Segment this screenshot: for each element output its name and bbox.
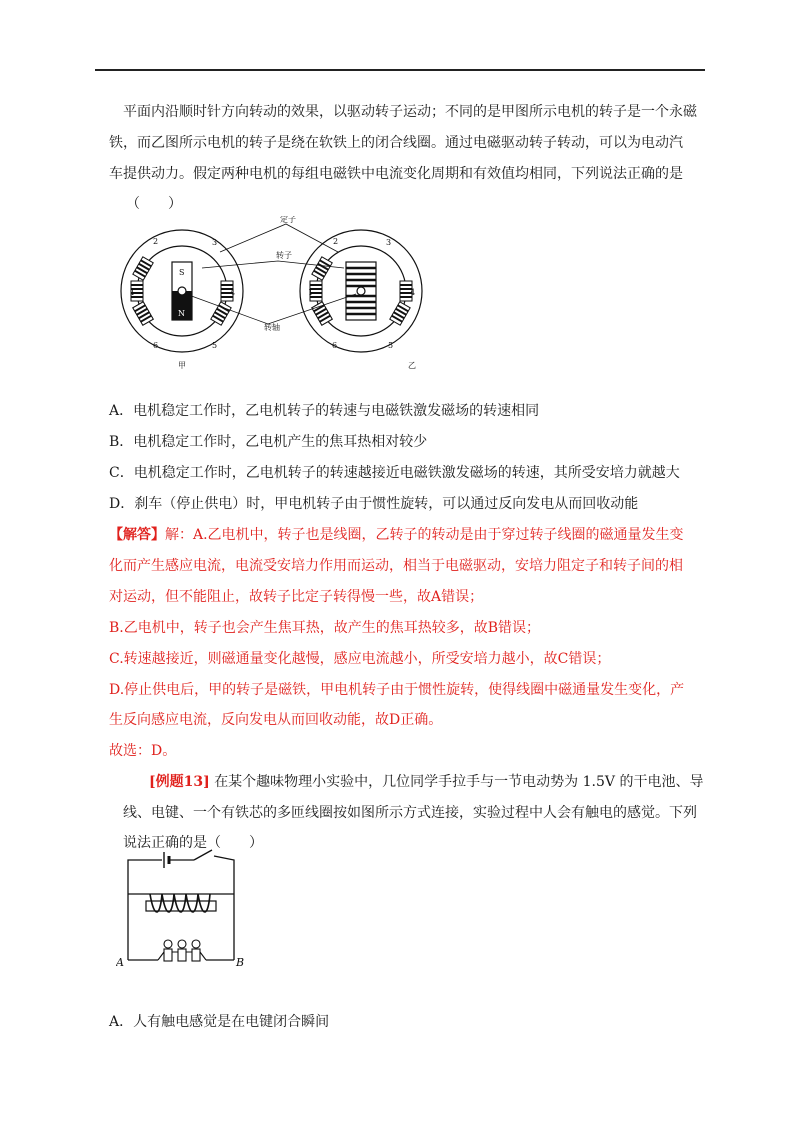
example13-line-2: 线、电键、一个有铁芯的多匝线圈按如图所示方式连接，实验过程中人会有触电的感觉。下列 — [123, 805, 697, 821]
left-coil-5 — [133, 302, 153, 325]
intro-line-2: 铁，而乙图所示电机的转子是绕在软铁上的闭合线圈。通过电磁驱动转子转动，可以为电动汽 — [109, 135, 683, 151]
right-num-5: 5 — [388, 341, 394, 350]
left-coil-3 — [133, 257, 153, 280]
intro-line-3: 车提供动力。假定两种电机的每组电磁铁中电流变化周期和有效值均相同，下列说法正确的是 — [109, 166, 683, 182]
switch-and-wire-right — [214, 856, 234, 960]
left-num-1: 1 — [130, 288, 136, 297]
answer-tag: 【解答】 — [109, 527, 165, 543]
right-num-3: 3 — [386, 238, 392, 247]
answer-d2: 生反向感应电流，反向发电从而回收动能，故D正确。 — [109, 712, 443, 728]
label-a: A — [116, 956, 124, 969]
label-stator: 定子 — [280, 216, 296, 224]
pole-s-label: S — [179, 268, 185, 277]
left-num-3: 3 — [212, 238, 218, 247]
example13-l1: 在某个趣味物理小实验中，几位同学手拉手与一节电动势为 1.5V 的干电池、导 — [214, 774, 704, 790]
caption-right: 乙 — [408, 361, 416, 370]
example13-option-a: A．人有触电感觉是在电键闭合瞬间 — [109, 1014, 330, 1030]
left-num-2: 2 — [153, 237, 159, 246]
header-rule — [95, 69, 705, 71]
label-rotor: 转子 — [276, 251, 292, 260]
iron-core — [146, 901, 216, 911]
label-b: B — [236, 956, 245, 969]
option-d: D．刹车（停止供电）时，甲电机转子由于惯性旋转，可以通过反向发电从而回收动能 — [109, 496, 639, 512]
motor-diagram — [118, 216, 456, 374]
option-b: B．电机稳定工作时，乙电机产生的焦耳热相对较少 — [109, 434, 428, 450]
right-coil-6 — [390, 302, 410, 325]
left-coil-6 — [211, 302, 231, 325]
answer-c: C.转速越接近，则磁通量变化越慢，感应电流越小，所受安培力越小，故C错误； — [109, 651, 611, 667]
right-num-2: 2 — [333, 237, 339, 246]
left-num-6: 6 — [153, 341, 159, 350]
option-a: A．电机稳定工作时，乙电机转子的转速与电磁铁激发磁场的转速相同 — [109, 403, 540, 419]
left-num-4: 4 — [230, 288, 236, 297]
answer-choice: 故选：D。 — [109, 743, 177, 759]
intro-line-1: 平面内沿顺时针方向转动的效果，以驱动转子运动；不同的是甲图所示电机的转子是一个永磁 — [123, 104, 697, 120]
left-num-5: 5 — [212, 341, 218, 350]
right-num-4: 4 — [410, 288, 416, 297]
answer-paren: （ ） — [126, 196, 182, 212]
label-shaft: 转轴 — [264, 323, 280, 332]
stator-leader-line — [220, 224, 338, 252]
circuit-diagram — [116, 846, 246, 974]
switch-lever — [194, 850, 212, 860]
right-coil-3 — [312, 257, 332, 280]
answer-a2: 化而产生感应电流，电流受安培力作用而运动，相当于电磁驱动，安培力阻定子和转子间的相 — [109, 558, 683, 574]
left-rotor-shaft — [178, 287, 186, 295]
right-num-1: 1 — [308, 288, 314, 297]
pole-n-label: N — [178, 309, 185, 318]
caption-left: 甲 — [178, 361, 186, 370]
example13-line-1 — [149, 771, 703, 791]
right-num-6: 6 — [332, 341, 338, 350]
answer-a1: 解：A.乙电机中，转子也是线圈，乙转子的转动是由于穿过转子线圈的磁通量发生变 — [165, 527, 684, 543]
option-c: C．电机稳定工作时，乙电机转子的转速越接近电磁铁激发磁场的转速，其所受安培力就越大 — [109, 465, 680, 481]
answer-d1: D.停止供电后，甲的转子是磁铁，甲电机转子由于惯性旋转，使得线圈中磁通量发生变化，产 — [109, 682, 685, 698]
people-chain — [158, 940, 206, 961]
right-rotor-shaft — [357, 287, 365, 295]
example13-line-3: 说法正确的是（ ） — [123, 835, 263, 851]
answer-a3: 对运动，但不能阻止，故转子比定子转得慢一些，故A错误； — [109, 589, 484, 605]
example13-tag: [例题13] — [149, 774, 210, 790]
answer-b: B.乙电机中，转子也会产生焦耳热，故产生的焦耳热较多，故B错误； — [109, 620, 541, 636]
answer-line-1 — [109, 524, 684, 544]
